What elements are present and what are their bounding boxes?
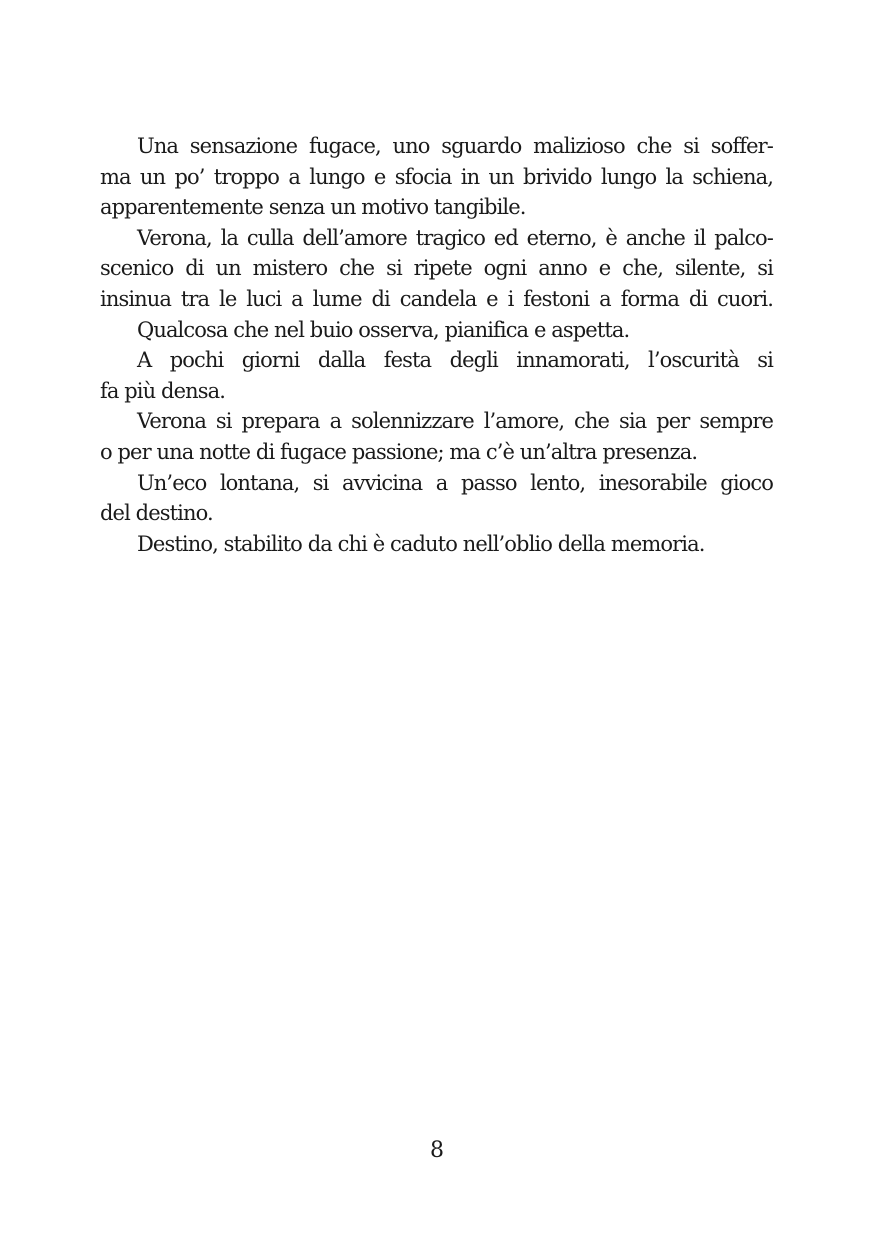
paragraph	[100, 315, 773, 346]
text-line: insinua tra le luci a lume di candela e i festoni a forma di cuori.	[100, 286, 773, 311]
paragraph	[100, 223, 773, 315]
text-line: fa più densa.	[100, 378, 225, 403]
text-line: Un’eco lontana, si avvicina a passo lento, inesorabile gioco	[137, 470, 773, 495]
page-number: 8	[430, 1138, 444, 1163]
paragraph	[100, 468, 773, 529]
text-line: apparentemente senza un motivo tangibile.	[100, 195, 526, 220]
text-line: Verona si prepara a solennizzare l’amore, che sia per sempre	[137, 409, 773, 434]
paragraph	[100, 406, 773, 467]
page-body	[100, 131, 773, 559]
paragraph	[100, 529, 773, 560]
text-line: o per una notte di fugace passione; ma c’è un’altra presenza.	[100, 439, 698, 464]
text-line: Destino, stabilito da chi è caduto nell’oblio della memoria.	[137, 531, 705, 556]
paragraph	[100, 131, 773, 223]
text-line: scenico di un mistero che si ripete ogni anno e che, silente, si	[100, 256, 773, 281]
text-line: Verona, la culla dell’amore tragico ed eterno, è anche il palco-	[137, 225, 773, 250]
text-line: del destino.	[100, 501, 213, 526]
text-line: Qualcosa che nel buio osserva, pianifica e aspetta.	[137, 317, 630, 342]
text-line: A pochi giorni dalla festa degli innamorati, l’oscurità si	[137, 348, 773, 373]
text-line: ma un po’ troppo a lungo e sfocia in un brivido lungo la schiena,	[100, 164, 773, 189]
paragraph	[100, 345, 773, 406]
text-line: Una sensazione fugace, uno sguardo malizioso che si soffer-	[137, 134, 773, 158]
